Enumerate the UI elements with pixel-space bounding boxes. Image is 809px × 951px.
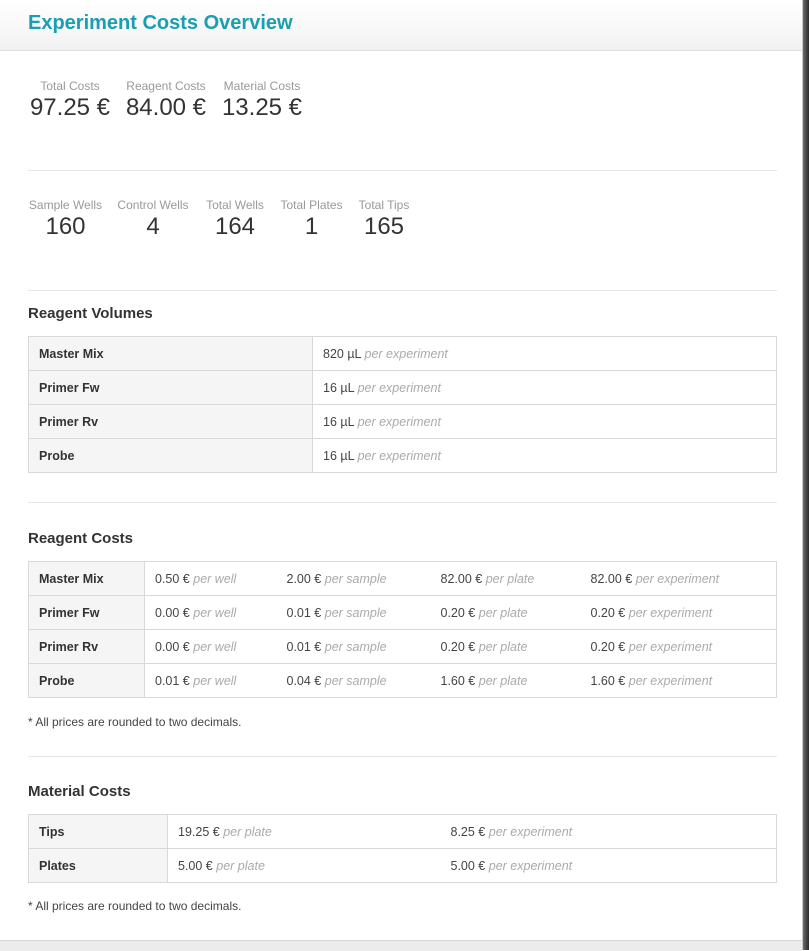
stat-value: 4	[146, 213, 160, 240]
cell-value: 82.00 €	[440, 571, 483, 586]
table-row	[29, 562, 777, 596]
cell-unit: per well	[193, 605, 237, 620]
table-row	[29, 596, 777, 630]
stat-label: Sample Wells	[28, 198, 103, 212]
table-cell	[168, 849, 441, 883]
page-title: Experiment Costs Overview	[28, 12, 293, 34]
table-row	[29, 371, 777, 405]
cell-value: 0.20 €	[440, 639, 476, 654]
table-cell	[313, 371, 777, 405]
cell-value: 0.20 €	[440, 605, 476, 620]
table-row	[29, 849, 777, 883]
cell-value: 2.00 €	[286, 571, 322, 586]
table-cell	[277, 630, 431, 664]
divider	[28, 170, 777, 171]
cell-value: 0.00 €	[155, 605, 190, 620]
row-header: Tips	[29, 815, 168, 849]
table-cell	[581, 630, 777, 664]
stat-total-wells	[203, 198, 267, 241]
table-cell	[313, 337, 777, 371]
stat-label: Total Plates	[280, 198, 343, 212]
row-header: Master Mix	[29, 337, 313, 371]
cell-value: 5.00 €	[450, 858, 486, 873]
rounding-footnote: * All prices are rounded to two decimals.	[28, 899, 242, 913]
cell-value: 82.00 €	[590, 571, 633, 586]
table-cell	[313, 405, 777, 439]
cell-value: 0.01 €	[286, 639, 322, 654]
stat-label: Total Tips	[358, 198, 410, 212]
stat-label: Total Costs	[40, 79, 100, 93]
table-row	[29, 405, 777, 439]
row-header: Primer Rv	[29, 630, 145, 664]
cell-unit: per well	[193, 673, 237, 688]
stat-value: 165	[363, 213, 405, 240]
cell-unit: per experiment	[628, 605, 713, 620]
cell-unit: per sample	[324, 571, 387, 586]
cell-unit: per plate	[478, 605, 528, 620]
cell-value: 1.60 €	[440, 673, 476, 688]
table-cell	[431, 596, 581, 630]
stat-label: Control Wells	[117, 198, 189, 212]
cell-unit: per sample	[324, 605, 387, 620]
cell-unit: per experiment	[364, 346, 448, 361]
cell-unit: per experiment	[635, 571, 720, 586]
table-cell	[145, 562, 277, 596]
stat-label: Reagent Costs	[126, 79, 206, 93]
table-cell	[168, 815, 441, 849]
stat-control-wells	[113, 198, 193, 241]
cell-value: 820 µL	[323, 346, 362, 361]
cell-unit: per experiment	[628, 673, 713, 688]
cell-value: 16 µL	[323, 380, 355, 395]
cell-unit: per sample	[324, 639, 387, 654]
cell-value: 8.25 €	[450, 824, 486, 839]
material-costs-table	[28, 814, 777, 883]
table-row	[29, 337, 777, 371]
cell-unit: per plate	[223, 824, 272, 839]
stat-value: 84.00 €	[125, 94, 207, 121]
cell-value: 0.04 €	[286, 673, 322, 688]
row-header: Primer Fw	[29, 596, 145, 630]
table-cell	[431, 630, 581, 664]
table-cell	[441, 815, 777, 849]
table-cell	[277, 596, 431, 630]
stat-value: 1	[304, 213, 319, 240]
cell-unit: per plate	[478, 673, 528, 688]
table-row	[29, 664, 777, 698]
table-row	[29, 630, 777, 664]
stat-material-costs	[219, 79, 305, 122]
table-cell	[431, 664, 581, 698]
cell-unit: per experiment	[357, 380, 441, 395]
section-title-reagent-volumes: Reagent Volumes	[28, 305, 153, 322]
window-edge	[803, 0, 809, 950]
cell-unit: per experiment	[488, 858, 573, 873]
cell-unit: per well	[193, 571, 237, 586]
stat-value: 97.25 €	[29, 94, 111, 121]
table-cell	[145, 596, 277, 630]
cell-unit: per well	[193, 639, 237, 654]
cell-value: 0.20 €	[590, 605, 626, 620]
cell-value: 16 µL	[323, 414, 355, 429]
cell-value: 0.00 €	[155, 639, 190, 654]
cell-value: 5.00 €	[178, 858, 213, 873]
stat-value: 164	[214, 213, 256, 240]
table-cell	[581, 596, 777, 630]
rounding-footnote: * All prices are rounded to two decimals.	[28, 715, 242, 729]
cell-value: 0.01 €	[155, 673, 190, 688]
row-header: Primer Fw	[29, 371, 313, 405]
cell-value: 1.60 €	[590, 673, 626, 688]
stat-label: Material Costs	[223, 79, 301, 93]
cell-value: 0.20 €	[590, 639, 626, 654]
cell-unit: per experiment	[357, 448, 441, 463]
cell-value: 19.25 €	[178, 824, 220, 839]
reagent-volumes-table	[28, 336, 777, 473]
divider	[28, 290, 777, 291]
table-row	[29, 815, 777, 849]
cell-unit: per plate	[485, 571, 535, 586]
table-cell	[145, 630, 277, 664]
table-cell	[277, 562, 431, 596]
cell-value: 0.01 €	[286, 605, 322, 620]
table-cell	[581, 664, 777, 698]
stat-total-costs	[28, 79, 112, 122]
table-cell	[145, 664, 277, 698]
section-title-reagent-costs: Reagent Costs	[28, 530, 134, 547]
stat-total-plates	[278, 198, 345, 241]
table-cell	[313, 439, 777, 473]
cell-unit: per experiment	[488, 824, 573, 839]
stat-total-tips	[355, 198, 413, 241]
stat-value: 13.25 €	[221, 94, 303, 121]
reagent-costs-table	[28, 561, 777, 698]
cell-value: 16 µL	[323, 448, 355, 463]
stat-reagent-costs	[123, 79, 209, 122]
stat-sample-wells	[28, 198, 103, 241]
cell-unit: per plate	[478, 639, 528, 654]
stat-value: 160	[45, 213, 86, 240]
row-header: Probe	[29, 439, 313, 473]
stat-label: Total Wells	[206, 198, 264, 212]
table-cell	[431, 562, 581, 596]
table-cell	[581, 562, 777, 596]
row-header: Plates	[29, 849, 168, 883]
cell-unit: per plate	[216, 858, 265, 873]
table-row	[29, 439, 777, 473]
table-cell	[277, 664, 431, 698]
table-cell	[441, 849, 777, 883]
panel-footer	[0, 940, 802, 951]
divider	[28, 756, 777, 757]
cell-unit: per sample	[324, 673, 387, 688]
cell-unit: per experiment	[357, 414, 441, 429]
row-header: Probe	[29, 664, 145, 698]
row-header: Master Mix	[29, 562, 145, 596]
panel-header	[0, 0, 802, 51]
cell-value: 0.50 €	[155, 571, 190, 586]
row-header: Primer Rv	[29, 405, 313, 439]
divider	[28, 502, 777, 503]
cell-unit: per experiment	[628, 639, 713, 654]
section-title-material-costs: Material Costs	[28, 783, 131, 800]
